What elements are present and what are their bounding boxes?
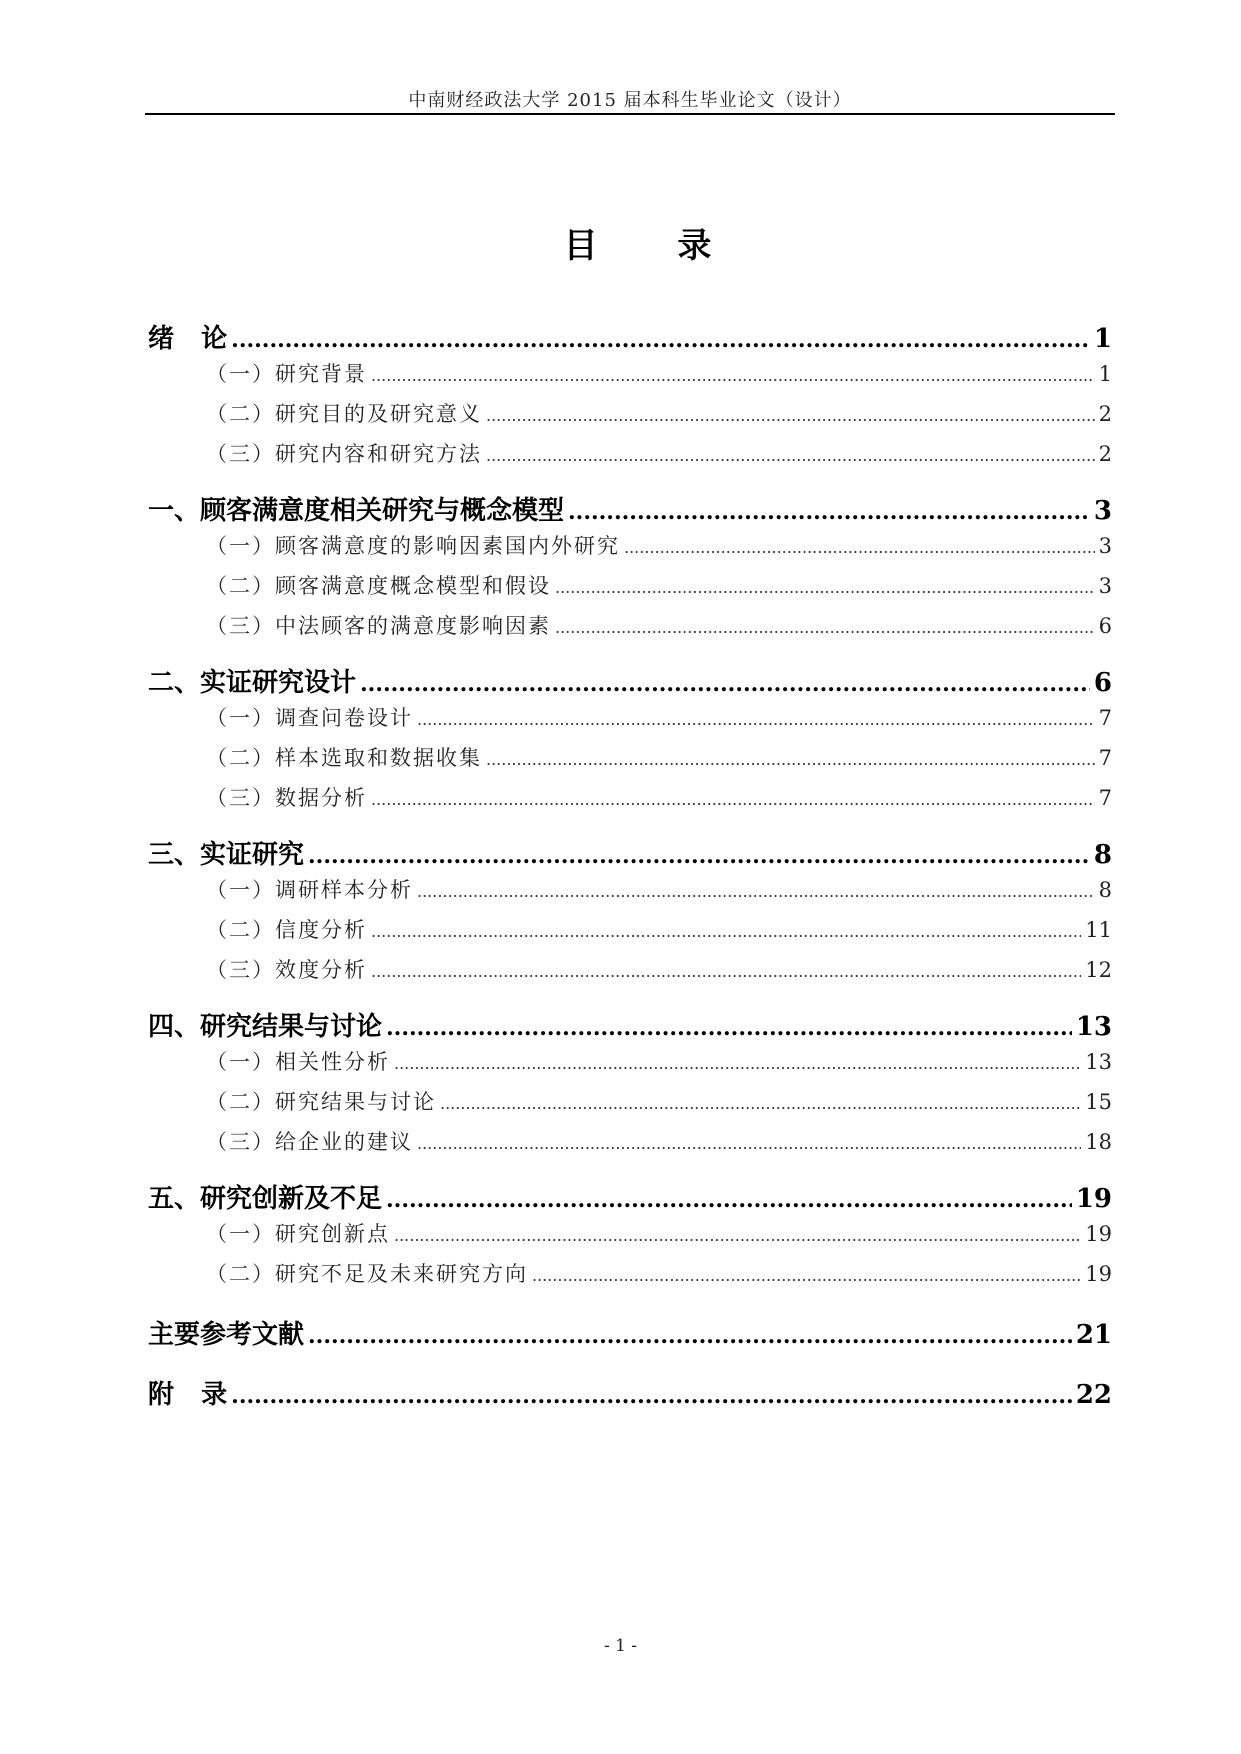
- toc-chapter-label: 主要参考文献: [148, 1320, 305, 1350]
- toc-chapter-label: 三、实证研究: [148, 840, 305, 870]
- toc-section[interactable]: [148, 358, 1112, 398]
- toc-leader: [486, 406, 1095, 425]
- page-number-footer: - 1 -: [603, 1636, 638, 1656]
- toc-leader: [417, 882, 1095, 901]
- toc-section-label: （一）调查问卷设计: [206, 706, 413, 730]
- toc-section[interactable]: [148, 398, 1112, 438]
- toc-leader: [486, 446, 1095, 465]
- toc-chapter[interactable]: [148, 662, 1112, 702]
- toc-leader: [308, 843, 1090, 869]
- toc-section-label: （二）研究目的及研究意义: [206, 402, 482, 426]
- toc-leader: [394, 1226, 1081, 1245]
- toc-section-label: （一）顾客满意度的影响因素国内外研究: [206, 534, 620, 558]
- toc-section-label: （一）研究背景: [206, 362, 367, 386]
- toc-section[interactable]: [148, 874, 1112, 914]
- toc-section[interactable]: [148, 914, 1112, 954]
- toc-page-number: 12: [1085, 958, 1112, 982]
- toc-section[interactable]: [148, 1258, 1112, 1298]
- toc-page-number: 18: [1085, 1130, 1112, 1154]
- toc-page-number: 13: [1075, 1012, 1112, 1042]
- toc-page-number: 7: [1098, 706, 1112, 730]
- toc-leader: [231, 1383, 1072, 1409]
- toc-leader: [394, 1054, 1081, 1073]
- toc-section-label: （一）调研样本分析: [206, 878, 413, 902]
- toc-chapter[interactable]: [148, 1314, 1112, 1354]
- toc-page-number: 7: [1098, 746, 1112, 770]
- toc-section[interactable]: [148, 570, 1112, 610]
- toc-section[interactable]: [148, 1218, 1112, 1258]
- toc-chapter-label: 附 录: [148, 1380, 228, 1410]
- toc-section[interactable]: [148, 782, 1112, 822]
- toc-leader: [532, 1266, 1081, 1285]
- toc-leader: [308, 1323, 1072, 1349]
- toc-leader: [371, 922, 1081, 941]
- toc-section[interactable]: [148, 1126, 1112, 1166]
- toc-page-number: 1: [1093, 324, 1112, 354]
- toc-page-number: 19: [1085, 1262, 1112, 1286]
- toc-section-label: （二）研究不足及未来研究方向: [206, 1262, 528, 1286]
- toc-chapter-label: 五、研究创新及不足: [148, 1184, 383, 1214]
- toc-chapter[interactable]: [148, 1178, 1112, 1218]
- toc-section-label: （三）中法顾客的满意度影响因素: [206, 614, 551, 638]
- toc-leader: [371, 366, 1095, 385]
- toc-leader: [486, 750, 1095, 769]
- toc-chapter[interactable]: [148, 490, 1112, 530]
- toc-page-number: 7: [1098, 786, 1112, 810]
- toc-section[interactable]: [148, 530, 1112, 570]
- toc-leader: [386, 1187, 1072, 1213]
- toc-page-number: 3: [1098, 534, 1112, 558]
- toc-section-label: （三）数据分析: [206, 786, 367, 810]
- toc-section-label: （二）信度分析: [206, 918, 367, 942]
- toc-page-number: 6: [1098, 614, 1112, 638]
- toc-chapter-label: 二、实证研究设计: [148, 668, 357, 698]
- toc-page-number: 1: [1098, 362, 1112, 386]
- toc-chapter[interactable]: [148, 1006, 1112, 1046]
- toc-chapter[interactable]: [148, 1374, 1112, 1414]
- toc-section[interactable]: [148, 610, 1112, 650]
- toc-section-label: （三）效度分析: [206, 958, 367, 982]
- toc-page-number: 3: [1098, 574, 1112, 598]
- toc-section-label: （二）样本选取和数据收集: [206, 746, 482, 770]
- toc-page-number: 19: [1085, 1222, 1112, 1246]
- toc-chapter[interactable]: [148, 318, 1112, 358]
- toc-leader: [440, 1094, 1081, 1113]
- toc-section[interactable]: [148, 438, 1112, 478]
- toc-section-label: （二）研究结果与讨论: [206, 1090, 436, 1114]
- toc-chapter-label: 四、研究结果与讨论: [148, 1012, 383, 1042]
- toc-section-label: （一）相关性分析: [206, 1050, 390, 1074]
- toc-page-number: 11: [1085, 918, 1112, 942]
- header-rule: [145, 113, 1115, 115]
- toc-page-number: 2: [1098, 402, 1112, 426]
- toc-section[interactable]: [148, 1046, 1112, 1086]
- toc-section[interactable]: [148, 1086, 1112, 1126]
- toc-page-number: 6: [1093, 668, 1112, 698]
- toc-section[interactable]: [148, 742, 1112, 782]
- toc-leader: [555, 578, 1095, 597]
- toc-section-label: （二）顾客满意度概念模型和假设: [206, 574, 551, 598]
- toc-page-number: 19: [1075, 1184, 1112, 1214]
- toc-page-number: 21: [1075, 1320, 1112, 1350]
- toc-page-number: 2: [1098, 442, 1112, 466]
- running-header: 中南财经政法大学 2015 届本科生毕业论文（设计）: [408, 90, 852, 111]
- toc-leader: [624, 538, 1095, 557]
- toc-section[interactable]: [148, 954, 1112, 994]
- page-title: 目 录: [563, 226, 746, 266]
- toc-leader: [371, 790, 1095, 809]
- toc-leader: [371, 962, 1081, 981]
- toc-page-number: 8: [1093, 840, 1112, 870]
- toc-leader: [386, 1015, 1072, 1041]
- toc-chapter[interactable]: [148, 834, 1112, 874]
- toc-section-label: （三）给企业的建议: [206, 1130, 413, 1154]
- toc-page-number: 15: [1085, 1090, 1112, 1114]
- toc-chapter-label: 一、顾客满意度相关研究与概念模型: [148, 496, 565, 526]
- toc-section-label: （三）研究内容和研究方法: [206, 442, 482, 466]
- toc-leader: [417, 710, 1095, 729]
- toc-section-label: （一）研究创新点: [206, 1222, 390, 1246]
- toc-chapter-label: 绪 论: [148, 324, 228, 354]
- table-of-contents: [148, 318, 1112, 1414]
- toc-leader: [360, 671, 1090, 697]
- toc-page-number: 22: [1075, 1380, 1112, 1410]
- toc-leader: [417, 1134, 1081, 1153]
- toc-leader: [555, 618, 1095, 637]
- toc-page-number: 3: [1093, 496, 1112, 526]
- toc-leader: [231, 327, 1090, 353]
- toc-section[interactable]: [148, 702, 1112, 742]
- toc-leader: [568, 499, 1090, 525]
- toc-page-number: 8: [1098, 878, 1112, 902]
- toc-page-number: 13: [1085, 1050, 1112, 1074]
